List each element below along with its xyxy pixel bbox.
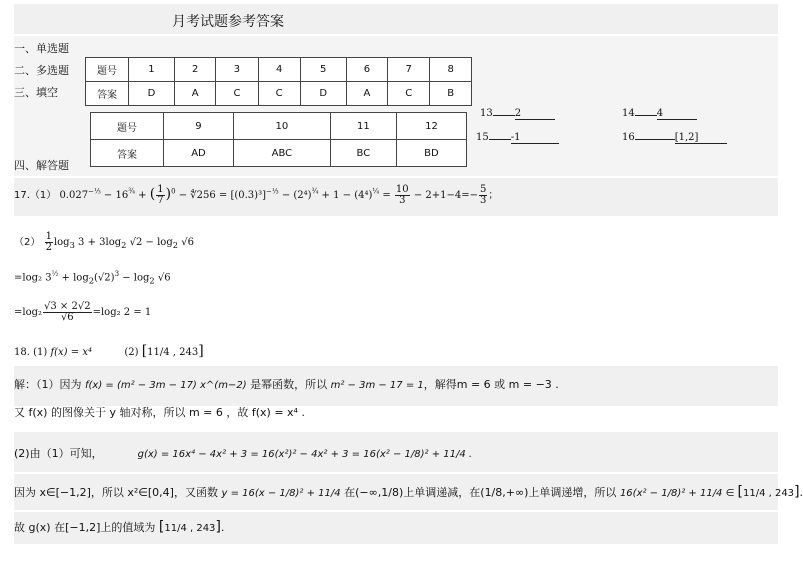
table-cell: A	[174, 82, 215, 106]
section-multi: 二、多选题	[14, 64, 69, 77]
q18-solution-1: 解：（1）因为 f(x) = (m² − 3m − 17) x^(m−2) 是幂函数，所以 m² − 3m − 17 = 1，解得m = 6 或 m = −3 .	[14, 378, 559, 391]
table-cell: 4	[258, 58, 300, 82]
q18-part2: (2)由（1）可知， g(x) = 16x⁴ − 4x² + 3 = 16(x²)² − 4x² + 3 = 16(x² − 1/8)² + 11/4 .	[14, 447, 473, 460]
table-row	[91, 140, 467, 167]
q17-line4: =log₂ $\frac{√3 \times 2√2}{√6}$ =log₂ 2 = 1	[14, 301, 152, 323]
q18-because: 因为 x∈[−1,2]，所以 x²∈[0,4]，又函数 y = 16(x − 1/8)² + 11/4 在(−∞,1/8)上单调递减，在(1/8,+∞)上单调递增，所以 16(x² − 1/8)² + 11/4 ∈ [11/4 , 243].	[14, 484, 803, 500]
table-cell: 答案	[86, 82, 129, 106]
page-title: 月考试题参考答案	[172, 14, 284, 30]
table-cell: 9	[164, 113, 234, 140]
table-cell: D	[300, 82, 346, 106]
q17-line1: 17.（1） $0.027^{-\frac{1}{3}} - 16^{\frac{3}{4}}$ + ( $\frac{1}{7}$ )$^0$ − ∜256 = $[(0.3)^3]^{-\frac{1}{3}} - (2^4)^{\frac{3}{4}} + 1 - (4^4)^{\frac{1}{4}}$ = $\frac{10}{3}$ − 2+1−4=− $\frac{5}{3}$ ；	[14, 184, 499, 206]
table-cell: 2	[174, 58, 215, 82]
table-cell: A	[346, 82, 387, 106]
header-band	[14, 4, 778, 34]
q17-line3: =log₂ $3^{\frac{1}{2}} + \log_2(√2)^3 - \log_2 √6$	[14, 270, 171, 286]
table-row	[91, 113, 467, 140]
table-cell: B	[430, 82, 472, 106]
table-cell: 7	[388, 58, 430, 82]
table-cell: 题号	[91, 113, 164, 140]
table-cell: BC	[330, 140, 396, 167]
table-cell: C	[388, 82, 430, 106]
table-cell: 题号	[86, 58, 129, 82]
table-cell: C	[216, 82, 258, 106]
answer-table-single	[85, 57, 472, 106]
table-cell: ABC	[233, 140, 330, 167]
answer-table-multi	[90, 112, 467, 167]
q18-conclusion: 故 g(x) 在[−1,2]上的值域为 [11/4 , 243].	[14, 519, 225, 535]
section-solve: 四、解答题	[14, 159, 69, 172]
table-cell: D	[129, 82, 175, 106]
table-cell: 3	[216, 58, 258, 82]
table-cell: 1	[129, 58, 175, 82]
table-cell: 6	[346, 58, 387, 82]
section-fill: 三、填空	[14, 86, 58, 99]
table-cell: 10	[233, 113, 330, 140]
table-cell: AD	[164, 140, 234, 167]
table-row	[86, 82, 472, 106]
table-cell: 11	[330, 113, 396, 140]
table-cell: BD	[396, 140, 466, 167]
table-cell: 答案	[91, 140, 164, 167]
q18-answers: 18. (1) f(x) = x⁴ (2) [11/4 , 243]	[14, 343, 204, 359]
q17-line2: （2） $\frac{1}{2}$ $\log_3 3 + 3\log_2$ $√2 - \log_2 √6$	[14, 231, 194, 253]
table-cell: 12	[396, 113, 466, 140]
section-single: 一、单选题	[14, 42, 69, 55]
fill-16: 16 [1,2]	[622, 128, 727, 144]
fill-14: 14 4	[622, 104, 697, 120]
table-cell: 8	[430, 58, 472, 82]
table-row	[86, 58, 472, 82]
fill-15: 15 -1	[476, 128, 559, 144]
q18-symmetry: 又 f(x) 的图像关于 y 轴对称，所以 m = 6 ，故 f(x) = x⁴ .	[14, 406, 305, 419]
table-cell: 5	[300, 58, 346, 82]
table-cell: C	[258, 82, 300, 106]
fill-13: 13 2	[480, 104, 555, 120]
